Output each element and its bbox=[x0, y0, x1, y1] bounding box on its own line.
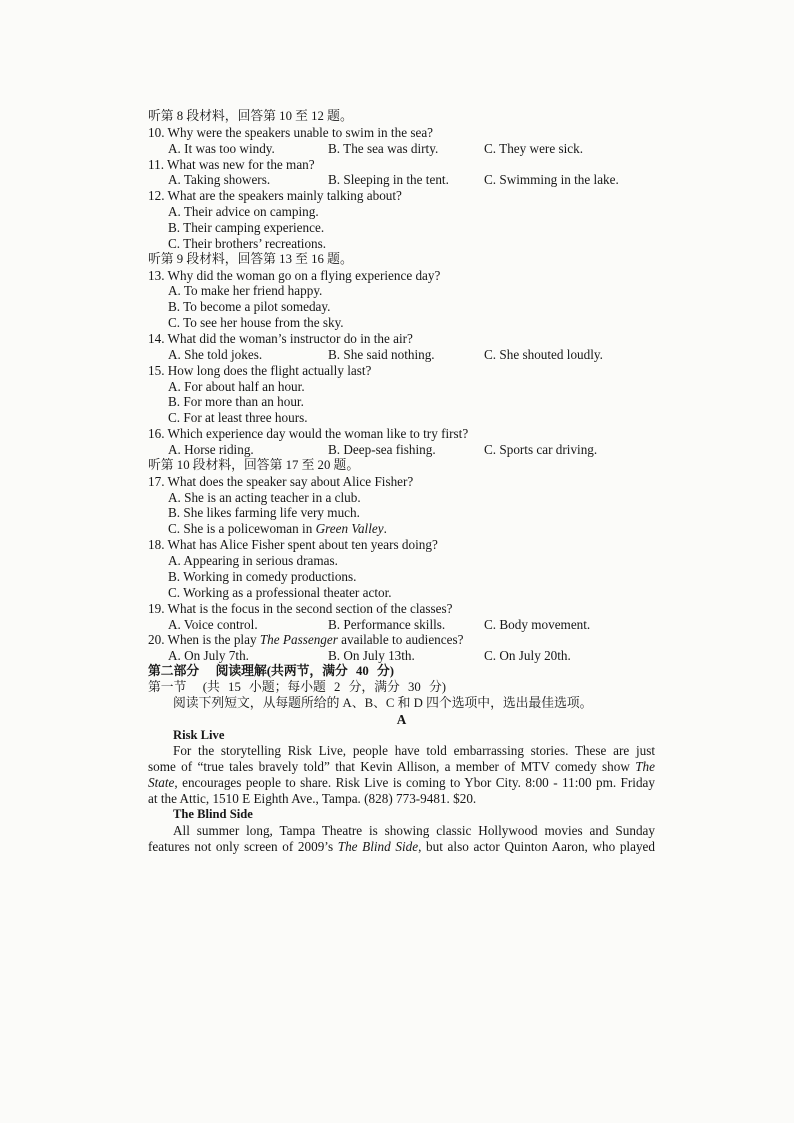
question-19-options bbox=[148, 617, 655, 633]
question-13-option-b: B. To become a pilot someday. bbox=[168, 299, 331, 315]
passage-label: A bbox=[396, 711, 407, 727]
question-15-option-b: B. For more than an hour. bbox=[168, 394, 304, 410]
question-15-option-a: A. For about half an hour. bbox=[168, 378, 305, 394]
question-14-option-c: C. She shouted loudly. bbox=[484, 346, 603, 362]
question-10-option-b: B. The sea was dirty. bbox=[328, 140, 439, 156]
question-20-option-a: A. On July 7th. bbox=[168, 648, 249, 664]
risk-live-line-3 bbox=[148, 775, 655, 791]
question-14-option-b: B. She said nothing. bbox=[328, 346, 435, 362]
blind-side-line-2-italic: The Blind Side bbox=[337, 838, 419, 854]
question-11-options bbox=[148, 172, 655, 188]
question-11-stem: 11. What was new for the man? bbox=[148, 156, 315, 172]
question-17-option-c bbox=[148, 521, 655, 537]
question-16-option-a: A. Horse riding. bbox=[168, 442, 254, 458]
question-18-stem: 18. What has Alice Fisher spent about ten years doing? bbox=[148, 537, 438, 553]
question-19-stem: 19. What is the focus in the second section of the classes? bbox=[148, 600, 453, 616]
passage-title-blind-side: The Blind Side bbox=[173, 806, 253, 821]
blind-side-line-2-text: features not only screen of 2009’s bbox=[148, 838, 338, 854]
page-content bbox=[148, 109, 655, 854]
question-17-option-a: A. She is an acting teacher in a club. bbox=[168, 489, 361, 505]
question-15-option-c: C. For at least three hours. bbox=[168, 410, 308, 426]
question-14-option-a: A. She told jokes. bbox=[168, 346, 263, 362]
question-10-option-a: A. It was too windy. bbox=[168, 140, 275, 156]
question-12-option-b: B. Their camping experience. bbox=[168, 220, 325, 236]
question-18-option-a: A. Appearing in serious dramas. bbox=[168, 553, 338, 569]
question-19-option-a: A. Voice control. bbox=[168, 616, 258, 632]
question-15-stem: 15. How long does the flight actually last? bbox=[148, 362, 372, 378]
blind-side-line-1: All summer long, Tampa Theatre is showing classic Hollywood movies and Sunday bbox=[173, 822, 655, 838]
question-20-stem-end: available to audiences? bbox=[337, 632, 464, 648]
question-12-option-c: C. Their brothers’ recreations. bbox=[168, 235, 327, 251]
risk-live-line-2 bbox=[148, 759, 655, 775]
question-17-option-b: B. She likes farming life very much. bbox=[168, 505, 360, 521]
question-20-stem bbox=[148, 632, 655, 648]
question-12-stem: 12. What are the speakers mainly talking about? bbox=[148, 188, 402, 204]
blind-side-line-2 bbox=[148, 839, 655, 855]
question-18-option-b: B. Working in comedy productions. bbox=[168, 568, 357, 584]
question-17-stem: 17. What does the speaker say about Alice Fisher? bbox=[148, 473, 414, 489]
question-11-option-c: C. Swimming in the lake. bbox=[484, 172, 619, 188]
question-10-option-c: C. They were sick. bbox=[484, 140, 584, 156]
risk-live-line-4: at the Attic, 1510 E Eighth Ave., Tampa. (828) 773-9481. $20. bbox=[148, 790, 477, 806]
question-20-option-b: B. On July 13th. bbox=[328, 648, 415, 664]
reading-section-title: 第一节 (共 15 小题；每小题 2 分，满分 30 分) bbox=[148, 679, 447, 694]
listening-section-8-header: 听第 8 段材料，回答第 10 至 12 题。 bbox=[148, 109, 353, 123]
question-17-option-c-end: . bbox=[383, 521, 387, 537]
question-20-stem-italic: The Passenger bbox=[259, 632, 338, 648]
question-16-stem: 16. Which experience day would the woman like to try first? bbox=[148, 426, 469, 442]
risk-live-line-2-italic: The bbox=[635, 759, 655, 775]
question-13-option-c: C. To see her house from the sky. bbox=[168, 315, 344, 331]
question-12-option-a: A. Their advice on camping. bbox=[168, 204, 319, 220]
question-16-option-c: C. Sports car driving. bbox=[484, 442, 598, 458]
question-16-options bbox=[148, 442, 655, 458]
listening-section-10-header: 听第 10 段材料，回答第 17 至 20 题。 bbox=[148, 457, 360, 472]
question-20-options bbox=[148, 648, 655, 664]
question-17-option-c-italic: Green Valley bbox=[315, 521, 384, 537]
question-11-option-a: A. Taking showers. bbox=[168, 172, 271, 188]
question-10-stem: 10. Why were the speakers unable to swim in the sea? bbox=[148, 124, 434, 140]
risk-live-line-3-text: , encourages people to share. Risk Live is coming to Ybor City. 8:00 - 11:00 pm. Friday bbox=[174, 775, 655, 791]
question-20-option-c: C. On July 20th. bbox=[484, 648, 571, 664]
risk-live-line-3-italic: State bbox=[148, 775, 175, 791]
question-19-option-c: C. Body movement. bbox=[484, 616, 591, 632]
question-18-option-c: C. Working as a professional theater actor. bbox=[168, 584, 392, 600]
risk-live-line-1: For the storytelling Risk Live, people have told embarrassing stories. These are just bbox=[173, 743, 655, 759]
question-10-options bbox=[148, 141, 655, 157]
question-17-option-c-text: C. She is a policewoman in bbox=[168, 521, 316, 537]
question-20-stem-text: 20. When is the play bbox=[148, 632, 260, 648]
question-19-option-b: B. Performance skills. bbox=[328, 616, 446, 632]
question-14-options bbox=[148, 347, 655, 363]
question-11-option-b: B. Sleeping in the tent. bbox=[328, 172, 449, 188]
question-13-stem: 13. Why did the woman go on a flying experience day? bbox=[148, 267, 441, 283]
risk-live-line-2-text: some of “true tales bravely told” that Kevin Allison, a member of MTV comedy show bbox=[148, 759, 636, 775]
question-13-option-a: A. To make her friend happy. bbox=[168, 283, 323, 299]
reading-part-title: 第二部分 阅读理解(共两节，满分 40 分) bbox=[148, 664, 395, 679]
question-14-stem: 14. What did the woman’s instructor do in the air? bbox=[148, 331, 413, 347]
listening-section-9-header: 听第 9 段材料，回答第 13 至 16 题。 bbox=[148, 251, 353, 266]
blind-side-line-2-end: , but also actor Quinton Aaron, who played bbox=[418, 838, 655, 854]
reading-instructions: 阅读下列短文，从每题所给的 A、B、C 和 D 四个选项中，选出最佳选项。 bbox=[173, 695, 593, 710]
question-16-option-b: B. Deep-sea fishing. bbox=[328, 442, 436, 458]
passage-title-risk-live: Risk Live bbox=[173, 727, 225, 742]
